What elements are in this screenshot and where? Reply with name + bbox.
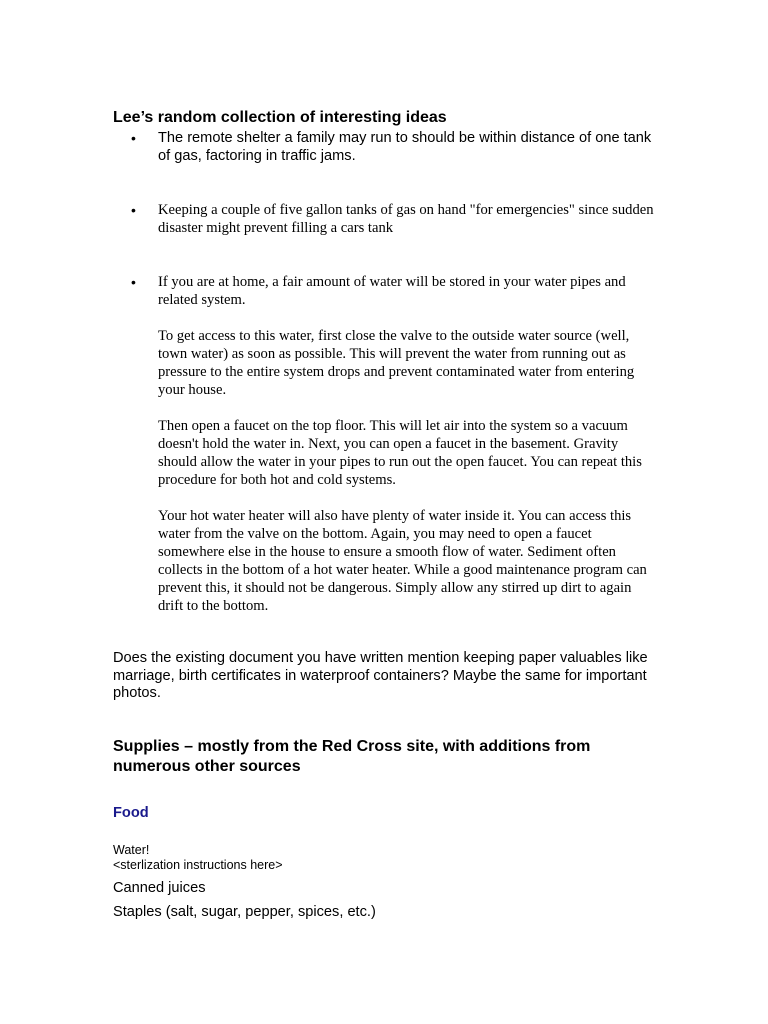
list-item [113,129,658,165]
list-item-text: If you are at home, a fair amount of water will be stored in your water pipes and related system. [158,274,626,308]
ideas-list [113,129,658,615]
list-item-paragraph: Then open a faucet on the top floor. This will let air into the system so a vacuum doesn't hold the water in. Next, you can open a faucet in the basement. Gravity should allow the water in your pipes to run out the open faucet. You can repeat this procedure for both hot and cold systems. [158,418,642,488]
question-paragraph: Does the existing document you have written mention keeping paper valuables like marriage, birth certificates in waterproof containers? Maybe the same for important photos. [113,650,648,701]
water-note: <sterlization instructions here> [113,857,283,872]
supply-item: Staples (salt, sugar, pepper, spices, etc.) [113,903,376,920]
list-item-text: The remote shelter a family may run to should be within distance of one tank of gas, factoring in traffic jams. [158,130,652,164]
list-item-paragraph: To get access to this water, first close the valve to the outside water source (well, town water) as soon as possible. This will prevent the water from running out as pressure to the entire system drops and prevent contaminated water from entering your house. [158,328,635,398]
list-item [113,273,658,615]
bullet-icon: • [131,130,136,146]
list-item [113,201,658,237]
list-item-text: Keeping a couple of five gallon tanks of gas on hand "for emergencies" since sudden disaster might prevent filling a cars tank [158,202,654,236]
document-title: Lee’s random collection of interesting ideas [113,109,447,126]
supplies-heading: Supplies – mostly from the Red Cross site, with additions from numerous other sources [113,737,591,775]
water-label: Water! [113,842,150,857]
food-heading: Food [113,804,149,821]
bullet-icon: • [131,274,136,290]
water-block [113,843,658,873]
document-page [113,108,658,921]
list-item-paragraph: Your hot water heater will also have plenty of water inside it. You can access this water from the valve on the bottom. Again, you may need to open a faucet somewhere else in the house to ensure a smooth flow of water. Sediment often collects in the bottom of a hot water heater. While a good maintenance program can prevent this, it should not be dangerous. Simply allow any stirred up dirt to again drift to the bottom. [158,508,647,614]
bullet-icon: • [131,202,136,218]
supply-item: Canned juices [113,879,206,896]
